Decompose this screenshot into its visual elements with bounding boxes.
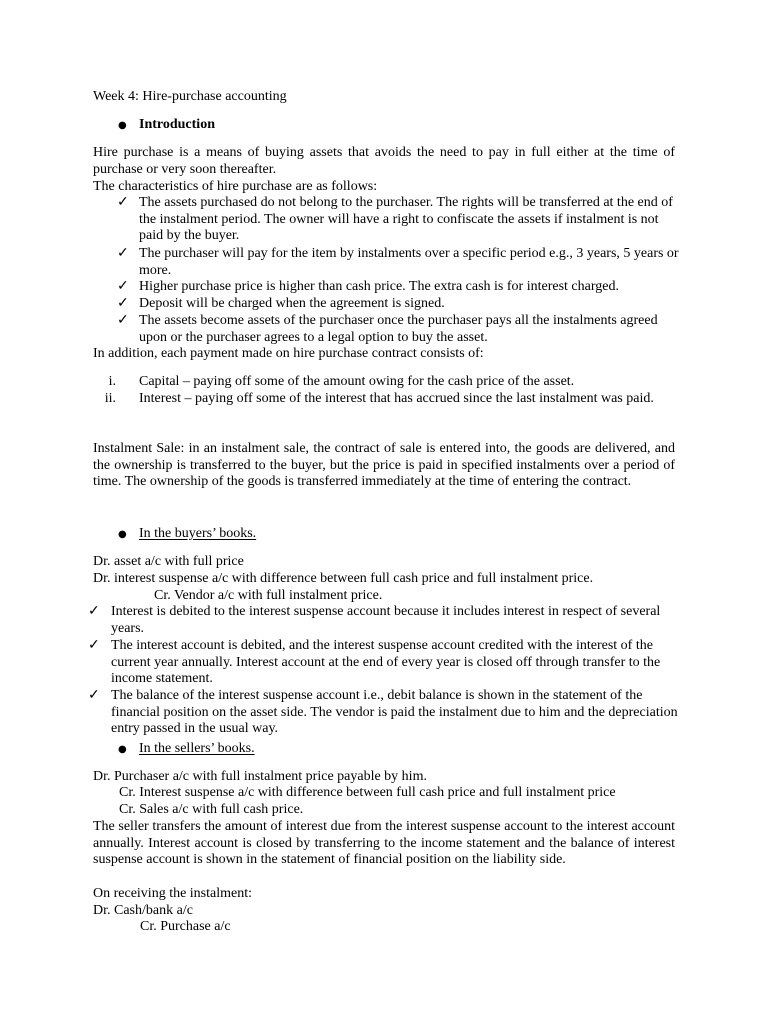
intro-paragraph: Hire purchase is a means of buying assets that avoids the need to pay in full either at the time of purchase or very soon thereafter.: [93, 145, 675, 177]
journal-entry: Dr. Purchaser a/c with full instalment price payable by him.: [93, 769, 427, 784]
bullet-icon: ●: [118, 529, 127, 540]
journal-entry: Cr. Interest suspense a/c with difference between full cash price and full instalment price: [119, 785, 616, 800]
intro-heading: Introduction: [139, 117, 215, 132]
check-icon: ✓: [117, 195, 129, 210]
sellers-paragraph: The seller transfers the amount of interest due from the interest suspense account to the interest account annually. Interest account is closed by transferring to the income statement and the balance of interest suspense account is shown in the statement of financial position on the liability side.: [93, 819, 675, 868]
bullet-icon: ●: [118, 744, 127, 755]
payment-part-item: Capital – paying off some of the amount owing for the cash price of the asset.: [139, 374, 575, 389]
buyers-point: The balance of the interest suspense account i.e., debit balance is shown in the statement of the financial position on the asset side. The vendor is paid the instalment due to him and the depreciation entry passed in the usual way.: [111, 688, 678, 737]
journal-entry: Cr. Purchase a/c: [140, 919, 231, 934]
journal-entry: Cr. Sales a/c with full cash price.: [119, 802, 304, 817]
check-icon: ✓: [117, 246, 129, 261]
list-number: i.: [108, 374, 116, 389]
payment-part-item: Interest – paying off some of the interest that has accrued since the last instalment was paid.: [139, 391, 654, 406]
payment-lead: In addition, each payment made on hire purchase contract consists of:: [93, 346, 484, 361]
check-icon: ✓: [117, 279, 129, 294]
buyers-point: The interest account is debited, and the interest suspense account credited with the interest of the current year annually. Interest account at the end of every year is closed off through transfer to the income statement.: [111, 638, 661, 687]
instalment-sale-paragraph: Instalment Sale: in an instalment sale, the contract of sale is entered into, the goods are delivered, and the ownership is transferred to the buyer, but the price is paid in specified instalments over a period of time. The ownership of the goods is transferred immediately at the time of entering the contract.: [93, 441, 675, 490]
buyers-heading: In the buyers’ books.: [139, 526, 257, 541]
receiving-lead: On receiving the instalment:: [93, 886, 253, 901]
characteristics-lead: The characteristics of hire purchase are as follows:: [93, 179, 378, 194]
characteristic-item: The assets become assets of the purchaser once the purchaser pays all the instalments agreed upon or the purchaser agrees to a legal option to buy the asset.: [139, 313, 658, 345]
journal-entry: Dr. interest suspense a/c with difference between full cash price and full instalment price.: [93, 571, 594, 586]
characteristic-item: Deposit will be charged when the agreement is signed.: [139, 296, 445, 311]
characteristic-item: The purchaser will pay for the item by instalments over a specific period e.g., 3 years, 5 years or more.: [139, 246, 679, 278]
check-icon: ✓: [88, 604, 100, 619]
check-icon: ✓: [88, 638, 100, 653]
sellers-heading: In the sellers’ books.: [139, 741, 255, 756]
journal-entry: Dr. asset a/c with full price: [93, 554, 244, 569]
characteristic-item: The assets purchased do not belong to the purchaser. The rights will be transferred at the end of the instalment period. The owner will have a right to confiscate the assets if instalment is not paid by the buyer.: [139, 195, 673, 244]
journal-entry: Cr. Vendor a/c with full instalment price.: [154, 588, 383, 603]
page-title: Week 4: Hire-purchase accounting: [93, 89, 287, 104]
list-number: ii.: [104, 391, 116, 406]
check-icon: ✓: [117, 313, 129, 328]
check-icon: ✓: [117, 296, 129, 311]
characteristic-item: Higher purchase price is higher than cash price. The extra cash is for interest charged.: [139, 279, 619, 294]
bullet-icon: ●: [118, 120, 127, 131]
check-icon: ✓: [88, 688, 100, 703]
buyers-point: Interest is debited to the interest suspense account because it includes interest in respect of several years.: [111, 604, 661, 636]
journal-entry: Dr. Cash/bank a/c: [93, 903, 193, 918]
